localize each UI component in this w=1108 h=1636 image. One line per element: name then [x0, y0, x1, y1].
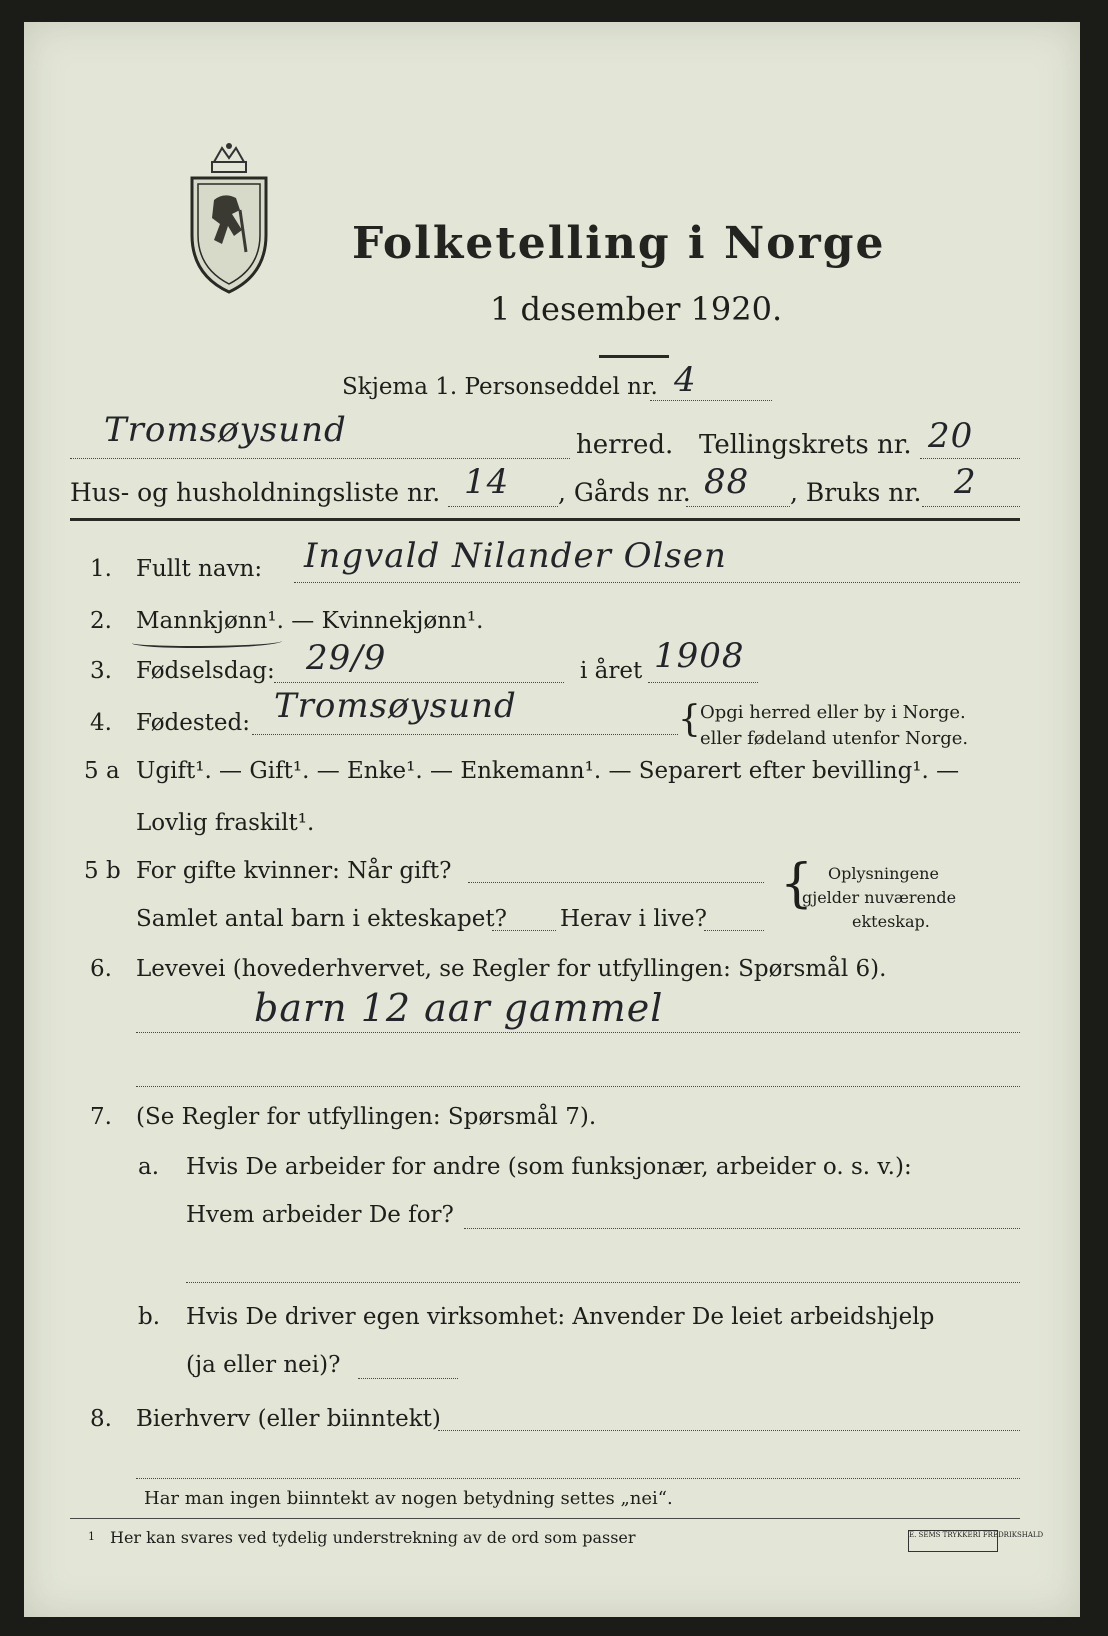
q6-number: 6. — [90, 956, 112, 982]
occupation-value: barn 12 aar gammel — [254, 986, 664, 1030]
q7a-question: Hvis De arbeider for andre (som funksjonær, arbeider o. s. v.): — [186, 1154, 912, 1180]
printer-stamp: E. SEMS TRYKKERI FREDRIKSHALD — [908, 1530, 998, 1552]
q5b-alive-label: Herav i live? — [560, 906, 707, 932]
q5b-line-2 — [492, 930, 556, 931]
q5b-married-when: For gifte kvinner: Når gift? — [136, 858, 452, 884]
personseddel-number: 4 — [674, 360, 697, 400]
schema-label: Skjema 1. Personseddel nr. — [342, 374, 658, 400]
q3-line — [274, 682, 564, 683]
footnote-text: Her kan svares ved tydelig understrekning av de ord som passer — [110, 1528, 636, 1547]
q5b-line-3 — [704, 930, 764, 931]
bruks-label: , Bruks nr. — [790, 478, 922, 507]
q8-line-1 — [438, 1430, 1020, 1431]
q1-label: Fullt navn: — [136, 556, 263, 582]
census-form-page — [24, 22, 1080, 1617]
mannkjonn-underline — [132, 636, 282, 648]
household-line — [448, 506, 558, 507]
q2-number: 2. — [90, 608, 112, 634]
q8-number: 8. — [90, 1406, 112, 1432]
year-label: i året — [580, 658, 643, 684]
q5b-note-1: Oplysningene — [828, 864, 939, 883]
bruks-number: 2 — [954, 462, 977, 502]
q1-number: 1. — [90, 556, 112, 582]
header-rule — [70, 518, 1020, 521]
year-line — [648, 682, 758, 683]
footnote-number: 1 — [88, 1530, 95, 1543]
gards-label: , Gårds nr. — [558, 478, 691, 507]
q8-line-2 — [136, 1478, 1020, 1479]
q7b-question: Hvis De driver egen virksomhet: Anvender De leiet arbeidshjelp — [186, 1304, 935, 1330]
q4-number: 4. — [90, 710, 112, 736]
q7a-employer-label: Hvem arbeider De for? — [186, 1202, 454, 1228]
bruks-line — [922, 506, 1020, 507]
q3-number: 3. — [90, 658, 112, 684]
q5a-number: 5 a — [84, 758, 120, 784]
census-date: 1 desember 1920. — [490, 290, 783, 328]
q4-note-1: Opgi herred eller by i Norge. — [700, 702, 966, 723]
gards-line — [686, 506, 790, 507]
q5b-brace: { — [780, 854, 814, 914]
household-label: Hus- og husholdningsliste nr. — [70, 478, 441, 507]
herred-label: herred. — [576, 430, 674, 460]
q7a-line-2 — [186, 1282, 1020, 1283]
footer-rule — [70, 1518, 1020, 1519]
q4-brace: { — [678, 699, 701, 740]
tellingskrets-value: 20 — [928, 416, 974, 456]
tellingskrets-label: Tellingskrets nr. — [699, 430, 912, 460]
q7a-line-1 — [464, 1228, 1020, 1229]
q7b-yes-no-label: (ja eller nei)? — [186, 1352, 341, 1378]
q7b-line — [358, 1378, 458, 1379]
q5b-line-1 — [468, 882, 764, 883]
herred-line — [70, 458, 570, 459]
tellingskrets-line — [920, 458, 1020, 459]
household-number: 14 — [464, 462, 510, 502]
q7b-letter: b. — [138, 1304, 161, 1330]
q7-label: (Se Regler for utfyllingen: Spørsmål 7). — [136, 1104, 597, 1130]
q6-line-2 — [136, 1086, 1020, 1087]
q5b-number: 5 b — [84, 858, 121, 884]
q1-line — [294, 582, 1020, 583]
full-name-value: Ingvald Nilander Olsen — [304, 536, 727, 576]
q5b-children-label: Samlet antal barn i ekteskapet? — [136, 906, 507, 932]
q2-label: Mannkjønn¹. — Kvinnekjønn¹. — [136, 608, 484, 634]
q5b-note-3: ekteskap. — [852, 912, 930, 931]
herred-value: Tromsøysund — [104, 410, 347, 450]
norway-coat-of-arms-icon — [184, 140, 274, 295]
birthday-value: 29/9 — [306, 638, 387, 678]
schema-line — [650, 400, 772, 401]
birthplace-value: Tromsøysund — [274, 686, 517, 726]
biinntekt-note: Har man ingen biinntekt av nogen betydning settes „nei“. — [144, 1488, 673, 1509]
q4-note-2: eller fødeland utenfor Norge. — [700, 728, 969, 749]
q3-label: Fødselsdag: — [136, 658, 275, 684]
q4-line — [252, 734, 678, 735]
q6-label: Levevei (hovederhvervet, se Regler for utfyllingen: Spørsmål 6). — [136, 956, 887, 982]
q4-label: Fødested: — [136, 710, 251, 736]
form-title: Folketelling i Norge — [352, 218, 886, 269]
birth-year-value: 1908 — [654, 636, 745, 676]
gards-number: 88 — [704, 462, 750, 502]
q6-line-1 — [136, 1032, 1020, 1033]
title-divider — [599, 355, 669, 358]
q5b-note-2: gjelder nuværende — [802, 888, 957, 907]
q5a-options: Ugift¹. — Gift¹. — Enke¹. — Enkemann¹. — Separert efter bevilling¹. — — [136, 758, 960, 784]
q8-label: Bierhverv (eller biinntekt) — [136, 1406, 441, 1432]
q7-number: 7. — [90, 1104, 112, 1130]
q5a-options-2: Lovlig fraskilt¹. — [136, 810, 315, 836]
q7a-letter: a. — [138, 1154, 160, 1180]
